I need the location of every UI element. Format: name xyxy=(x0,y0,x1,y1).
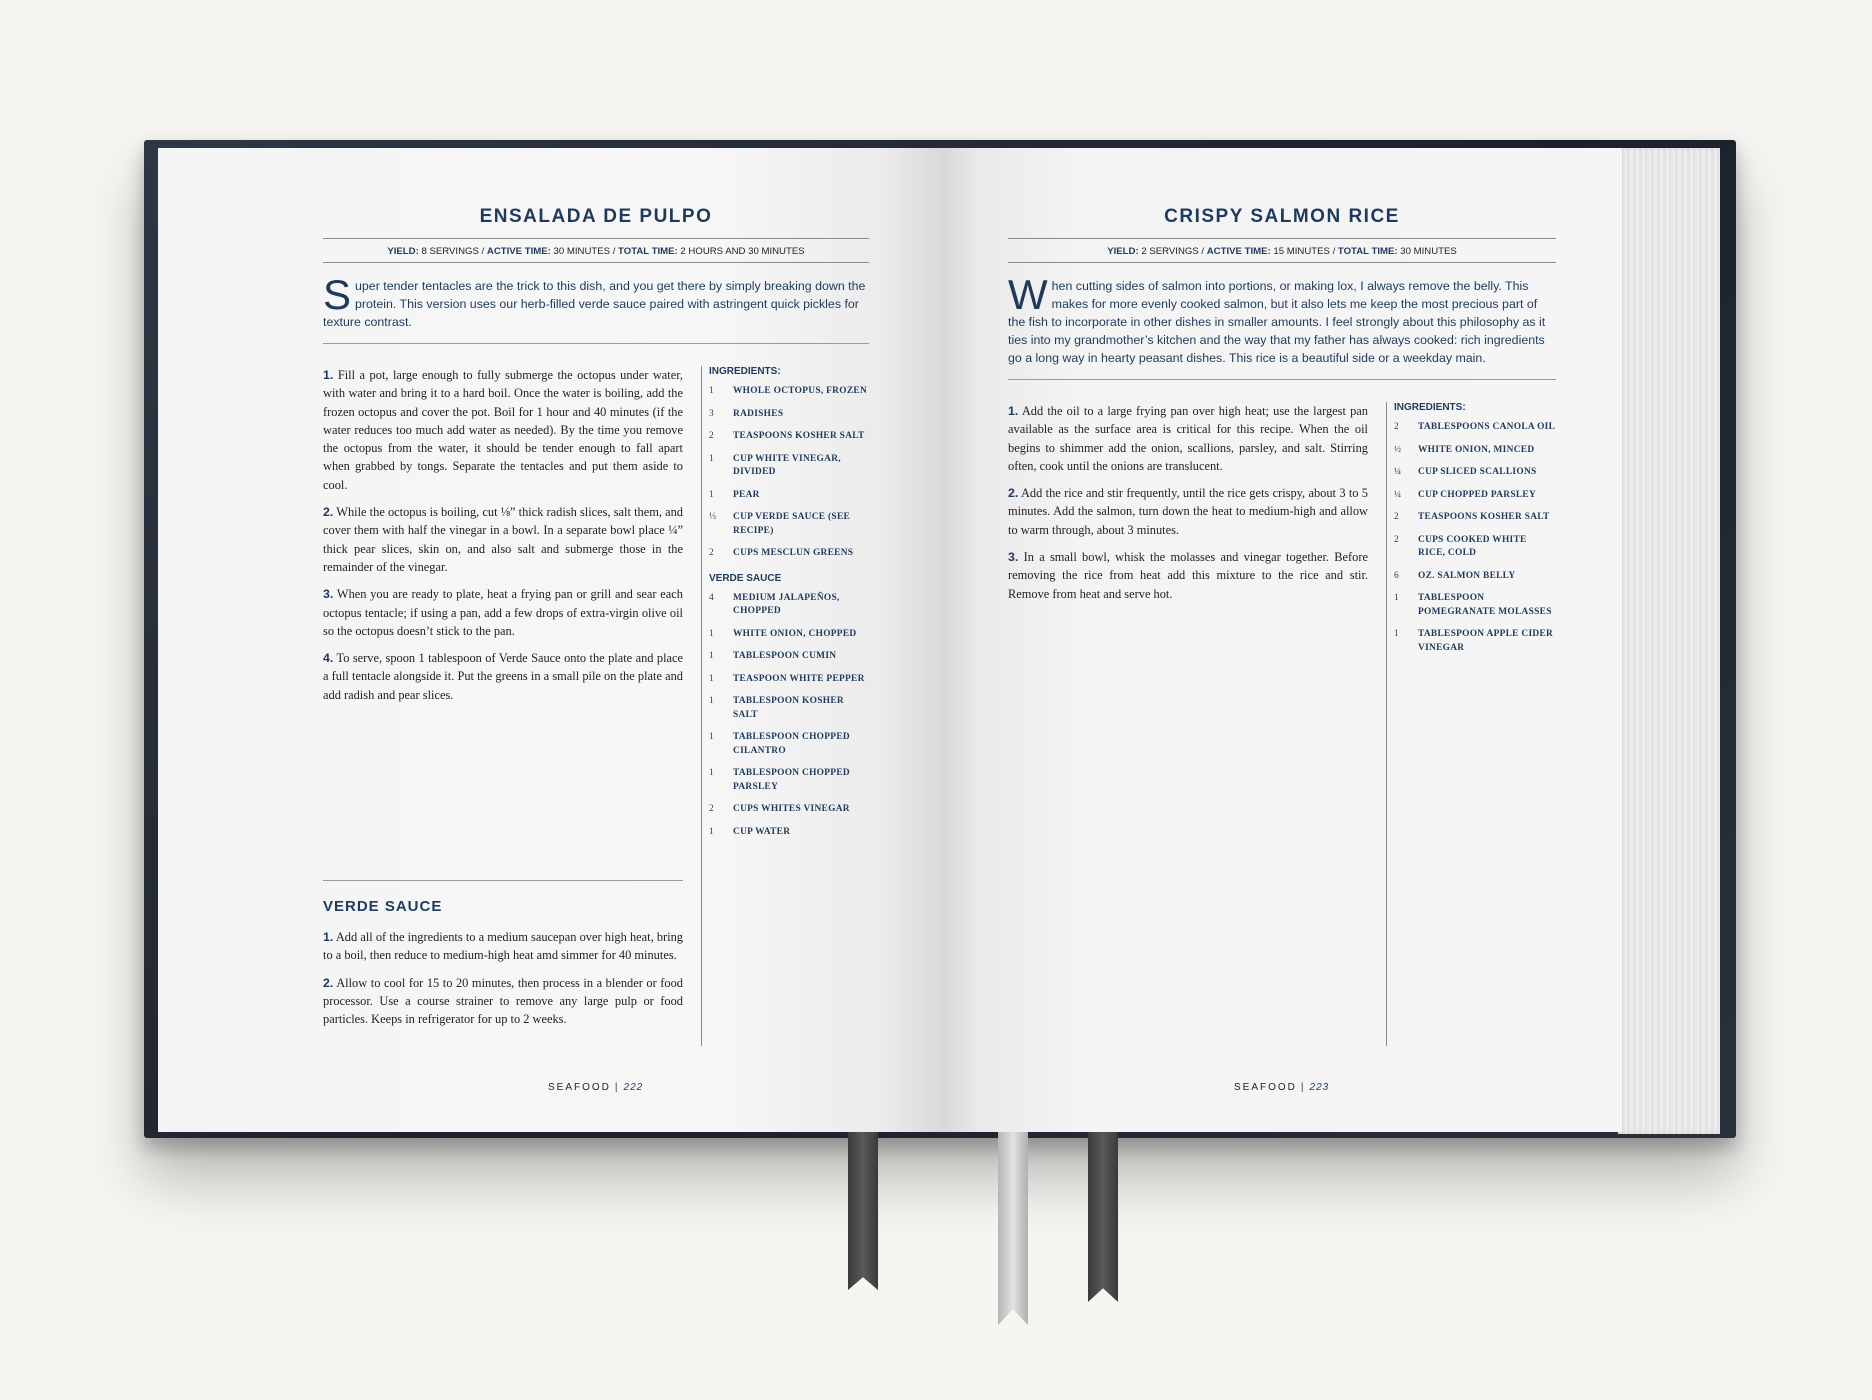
ingredient-item: 1 PEAR xyxy=(709,489,760,500)
ingredient-item: 2 TEASPOONS KOSHER SALT xyxy=(709,431,865,441)
ingredients-heading: INGREDIENTS: xyxy=(709,366,781,377)
verde-sauce-title: VERDE SAUCE xyxy=(323,898,443,915)
page-number: 223 xyxy=(1309,1082,1330,1093)
instructions xyxy=(323,366,683,713)
bookmark-ribbon-silver[interactable] xyxy=(998,1130,1028,1325)
recipe-title: ENSALADA DE PULPO xyxy=(479,206,713,227)
ingredient-item: ¼ CUP CHOPPED PARSLEY xyxy=(1394,489,1537,500)
left-page[interactable] xyxy=(158,148,942,1132)
ingredient-item: 3 RADISHES xyxy=(709,408,784,419)
step: 1. Add all of the ingredients to a medium saucepan over high heat, bring to a boil, then reduce to medium-high heat amd simmer for 40 minutes. xyxy=(323,930,684,963)
ingredient-item: 1 CUP WATER xyxy=(709,826,791,837)
ingredient-item: 1 TABLESPOON CUMIN xyxy=(709,651,837,661)
right-page[interactable] xyxy=(942,148,1622,1132)
ingredient-item: 2 TABLESPOONS CANOLA OIL xyxy=(1394,422,1556,432)
ingredient-item: 1 TABLESPOON CHOPPED PARSLEY xyxy=(709,768,850,792)
recipe-meta: YIELD: 8 SERVINGS / ACTIVE TIME: 30 MINUTES / TOTAL TIME: 2 HOURS AND 30 MINUTES xyxy=(323,238,869,263)
page-number: 222 xyxy=(623,1082,644,1093)
verde-sauce-heading: VERDE SAUCE xyxy=(709,572,782,584)
column-divider xyxy=(701,366,702,1046)
ingredients-list xyxy=(709,366,871,848)
ingredient-item: 1 CUP WHITE VINEGAR, DIVIDED xyxy=(709,453,841,477)
ingredient-item: 1 TABLESPOON CHOPPED CILANTRO xyxy=(709,732,850,756)
ingredient-item: 6 OZ. SALMON BELLY xyxy=(1394,570,1516,581)
ingredient-item: 2 CUPS COOKED WHITE RICE, COLD xyxy=(1394,534,1527,558)
drop-cap: S xyxy=(323,271,352,318)
ingredients-heading: INGREDIENTS: xyxy=(1394,402,1466,413)
step: 2. Allow to cool for 15 to 20 minutes, then process in a blender or food processor. Use a course strainer to remove any large pulp or food particles. Keeps in refrigerator for up to 2 weeks. xyxy=(323,975,683,1027)
page-edges xyxy=(1618,148,1720,1134)
step: 2. While the octopus is boiling, cut ⅛” thick radish slices, salt them, and cover them with half the vinegar in a bowl. In a separate bowl place ¼” thick pear slices, skin on, and also salt and submerge those in the remainder of the vinegar. xyxy=(323,505,683,574)
page-footer: SEAFOOD | 222 xyxy=(548,1082,644,1093)
ingredients-list xyxy=(1394,402,1556,664)
recipe-meta: YIELD: 2 SERVINGS / ACTIVE TIME: 15 MINUTES / TOTAL TIME: 30 MINUTES xyxy=(1008,238,1556,263)
ingredient-item: 1 TABLESPOON APPLE CIDER VINEGAR xyxy=(1394,629,1554,653)
ingredient-item: 1 WHITE ONION, CHOPPED xyxy=(709,628,857,639)
ingredient-item: ⅓ CUP VERDE SAUCE (SEE RECIPE) xyxy=(709,512,851,536)
ingredient-item: 2 TEASPOONS KOSHER SALT xyxy=(1394,512,1550,522)
page-footer: SEAFOOD | 223 xyxy=(1234,1082,1330,1093)
drop-cap: W xyxy=(1008,271,1048,318)
column-divider xyxy=(1386,402,1387,1046)
instructions xyxy=(1008,402,1368,612)
section-divider xyxy=(323,880,683,881)
step: 1. Fill a pot, large enough to fully submerge the octopus under water, with water and bring it to a hard boil. Once the water is boiling, add the frozen octopus and cover the pot. Boil for 1 hour and 40 minutes (if the water reduces too much add water as needed). By the time you remove the octopus from the water, it should be tender enough to fall apart when grabbed by tongs. Separate the tentacles and put them aside to cool. xyxy=(323,368,683,492)
ingredient-item: 4 MEDIUM JALAPEÑOS, CHOPPED xyxy=(709,592,840,616)
step: 4. To serve, spoon 1 tablespoon of Verde Sauce onto the plate and place a full tentacle alongside it. Put the greens in a small pile on the plate and add radish and pear slices. xyxy=(323,651,684,702)
bookmark-ribbon-dark[interactable] xyxy=(848,1130,878,1290)
recipe-title: CRISPY SALMON RICE xyxy=(1164,206,1400,227)
step: 3. In a small bowl, whisk the molasses and vinegar together. Before removing the rice from heat add this mixture to the rice and stir. Remove from heat and serve hot. xyxy=(1008,550,1368,601)
ingredient-item: 1 TEASPOON WHITE PEPPER xyxy=(709,673,865,684)
ingredient-item: ¼ CUP SLICED SCALLIONS xyxy=(1394,467,1537,477)
ingredient-item: 1 TABLESPOON KOSHER SALT xyxy=(709,696,844,720)
recipe-intro: Super tender tentacles are the trick to this dish, and you get there by simply breaking down the protein. This version uses our herb-filled verde sauce paired with astringent quick pickles for texture contrast. xyxy=(323,263,869,344)
bookmark-ribbon-dark-2[interactable] xyxy=(1088,1130,1118,1302)
ingredient-item: 1 WHOLE OCTOPUS, FROZEN xyxy=(709,386,868,396)
step: 2. Add the rice and stir frequently, until the rice gets crispy, about 3 to 5 minutes. Add the salmon, turn down the heat to medium-high and allow to warm through, about 3 minutes. xyxy=(1008,486,1368,537)
ingredient-item: 2 CUPS MESCLUN GREENS xyxy=(709,548,854,558)
recipe-intro: When cutting sides of salmon into portions, or making lox, I always remove the belly. This makes for more evenly cooked salmon, but it also lets me keep the most precious part of the fish to incorporate in other dishes in smaller amounts. I feel strongly about this philosophy as it ties into my grandmother’s kitchen and the way that my father has always cooked: rich ingredients go a long way in hearty peasant dishes. This rice is a beautiful side or a weekday main. xyxy=(1008,263,1556,380)
ingredient-item: ½ WHITE ONION, MINCED xyxy=(1394,444,1535,455)
verde-instructions xyxy=(323,928,683,1037)
step: 3. When you are ready to plate, heat a frying pan or grill and sear each octopus tentacle; if using a pan, add a few drops of extra-virgin olive oil so the octopus doesn’t stick to the pan. xyxy=(323,587,683,638)
ingredient-item: 2 CUPS WHITES VINEGAR xyxy=(709,804,850,814)
ingredient-item: 1 TABLESPOON POMEGRANATE MOLASSES xyxy=(1394,593,1552,617)
step: 1. Add the oil to a large frying pan over high heat; use the largest pan available as the surface area is critical for this recipe. When the oil begins to shimmer add the onion, scallions, parsley, and salt. Stirring often, cook until the onions are translucent. xyxy=(1008,404,1368,473)
